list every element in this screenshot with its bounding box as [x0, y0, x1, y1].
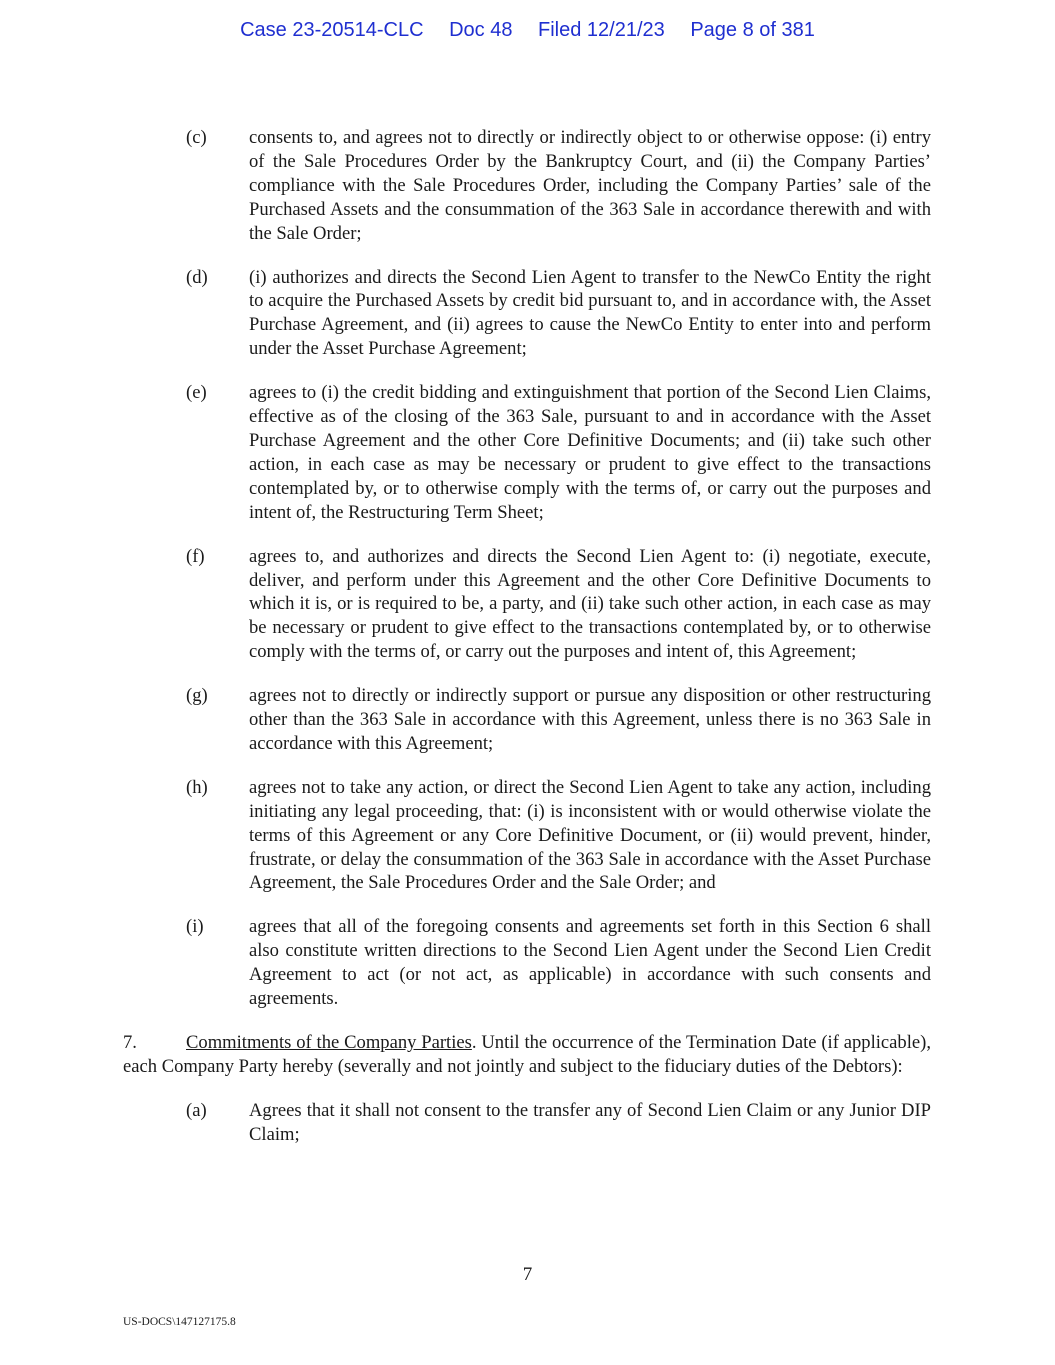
- section-text: . Until the occurrence of the Termination Date (if applicable), each Company Party hereby (severally and not jointly and subject to the fiduciary duties of the Debtors):: [123, 1032, 931, 1077]
- item-text: agrees that all of the foregoing consents and agreements set forth in this Section 6 shall also constitute written directions to the Second Lien Agent under the Second Lien Credit Agreement to act (or not act, as applicable) in accordance with such consents and agreements.: [249, 916, 931, 1010]
- item-text: agrees to (i) the credit bidding and extinguishment that portion of the Second Lien Claims, effective as of the closing of the 363 Sale, pursuant to and in accordance with the Asset Purchase Agreement and the other Core Definitive Documents; and (ii) take such other action, in each case as may be necessary or prudent to give effect to the transactions contemplated by, or to otherwise comply with the terms of, or carry out the purposes and intent of, the Restructuring Term Sheet;: [249, 382, 931, 523]
- item-label: (e): [186, 382, 207, 404]
- list-item: [123, 381, 931, 524]
- list-item: [123, 126, 931, 246]
- case-header: [0, 19, 1055, 42]
- list-item: [123, 545, 931, 665]
- page-number: 7: [522, 1264, 533, 1285]
- item-text: agrees not to take any action, or direct the Second Lien Agent to take any action, including initiating any legal proceeding, that: (i) is inconsistent with or would otherwise violate the terms of this Agreement or any Core Definitive Document, or (ii) would prevent, hinder, frustrate, or delay the consummation of the 363 Sale in accordance with the Asset Purchase Agreement, the Sale Procedures Order and the Sale Order; and: [249, 776, 931, 894]
- item-label: (d): [186, 266, 208, 288]
- item-text: Agrees that it shall not consent to the transfer any of Second Lien Claim or any Junior DIP Claim;: [249, 1099, 931, 1145]
- case-number: Case 23-20514-CLC: [240, 19, 424, 41]
- list-item: [123, 1099, 931, 1147]
- section-heading: Commitments of the Company Parties: [186, 1032, 472, 1053]
- item-text: agrees not to directly or indirectly support or pursue any disposition or other restructuring other than the 363 Sale in accordance with this Agreement, unless there is no 363 Sale in accordance with this Agreement;: [249, 685, 931, 754]
- item-label: (a): [186, 1099, 207, 1121]
- list-item: [123, 266, 931, 362]
- list-item: [123, 915, 931, 1011]
- page-count: Page 8 of 381: [690, 19, 815, 41]
- item-label: (c): [186, 127, 207, 148]
- doc-number: Doc 48: [449, 19, 513, 41]
- section-number: 7.: [123, 1032, 137, 1053]
- item-label: (i): [186, 916, 204, 938]
- item-label: (h): [186, 776, 208, 798]
- document-body: [123, 126, 931, 1167]
- filed-date: Filed 12/21/23: [538, 19, 665, 41]
- item-text: agrees to, and authorizes and directs the Second Lien Agent to: (i) negotiate, execute, deliver, and perform under this Agreement and the other Core Definitive Documents to which it is, or is required to be, a party, and (ii) take such other action, in each case as may be necessary or prudent to give effect to the transactions contemplated by, or to otherwise comply with the terms of, or carry out the purposes and intent of, this Agreement;: [249, 545, 931, 663]
- item-label: (g): [186, 685, 208, 707]
- item-text: consents to, and agrees not to directly or indirectly object to or otherwise oppose: (i) entry of the Sale Procedures Order by the Bankruptcy Court, and (ii) the Company Parties’ compliance with the Sale Procedures Order, including the Company Parties’ sale of the Purchased Assets and the consummation of the 363 Sale in accordance therewith and with the Sale Order;: [249, 127, 931, 244]
- document-id: US-DOCS\147127175.8: [123, 1316, 236, 1328]
- list-item: [123, 776, 931, 896]
- list-item: [123, 684, 931, 756]
- item-label: (f): [186, 545, 205, 567]
- section-7: [123, 1031, 931, 1079]
- item-text: (i) authorizes and directs the Second Lien Agent to transfer to the NewCo Entity the right to acquire the Purchased Assets by credit bid pursuant to, and in accordance with, the Asset Purchase Agreement, and (ii) agrees to cause the NewCo Entity to enter into and perform under the Asset Purchase Agreement;: [249, 266, 931, 360]
